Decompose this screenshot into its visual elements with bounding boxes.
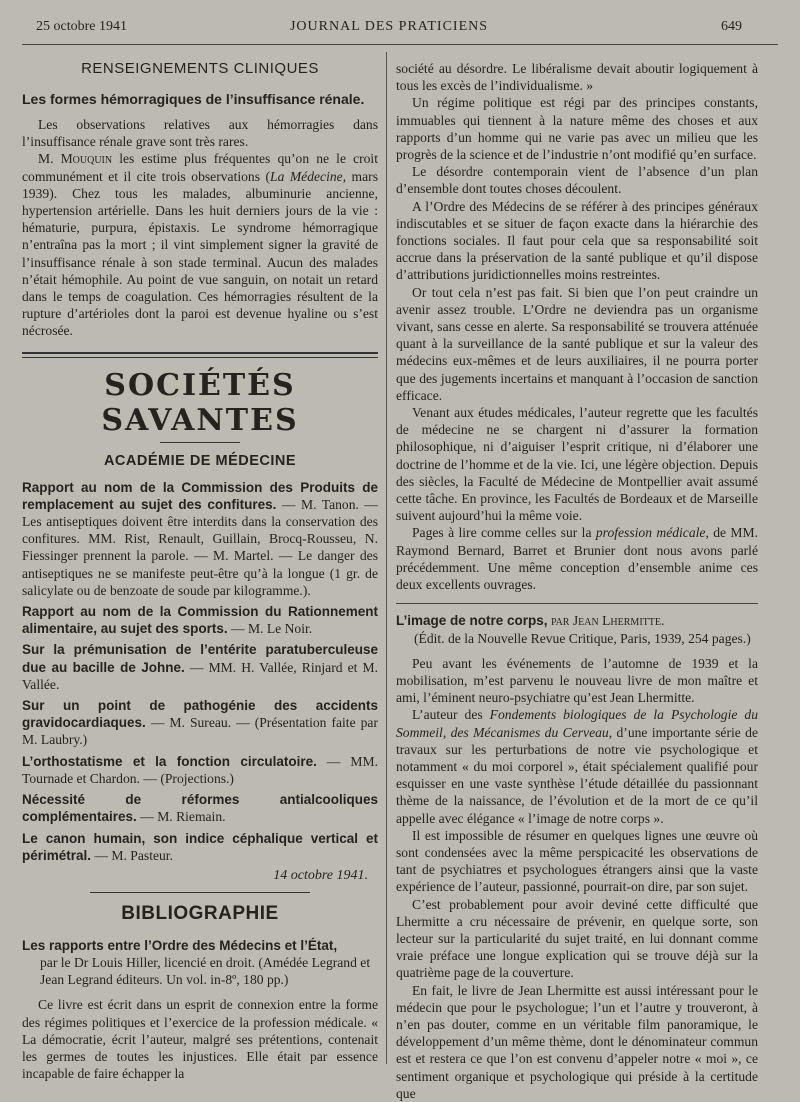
page-header xyxy=(36,19,742,41)
review-paragraph: Or tout cela n’est pas fait. Si bien que l’on peut craindre un avenir assez trouble. L’Ordre ne deviendra pas un organisme vivant, sans cesse en alerte. Sa responsabilité se trouvera atténuée quant à la surveillance de la santé publique et sur la valeur des médecins eux-mêmes et de leurs auxiliaires, il ne pourra porter que des jugements incertains et manquant à l’occasion de sanction efficace. xyxy=(396,284,758,403)
book-author: par Jean Lhermitte. xyxy=(547,613,665,629)
list-item: Le canon humain, son indice céphalique vertical et périmétral. — M. Pasteur. xyxy=(22,830,378,863)
list-item: Nécessité de réformes antialcooliques complémentaires. — M. Riemain. xyxy=(22,792,378,825)
review-paragraph: A l’Ordre des Médecins de se référer à des principes généraux indiscutables et se situer de façon exacte dans la hiérarchie des fonctions sociales. Il faut pour cela que sa responsabilité soit accrue dans la préservation de la santé publique et qu’il dispose d’attributions juridictionnelles moins restreintes. xyxy=(396,198,758,283)
review-paragraph: Ce livre est écrit dans un esprit de connexion entre la forme des régimes politiques et l’exercice de la profession médicale. « La démocratie, écrit l’auteur, malgré ses prétentions, contenait les germes de toutes les injustices. Elle était par essence incapable de faire échapper la xyxy=(22,997,378,1082)
review-divider xyxy=(396,603,758,604)
article-paragraph: M. Mouquin les estime plus fréquentes qu’on ne le croit communément et il cite trois observations (La Médecine, mars 1939). Chez tous les malades, albuminurie ancienne, hypertension artérielle. Dans les huit derniers jours de la vie : hématurie, purpura, épistaxis. Le syndrome hémorragique n’entraîna pas la mort ; il vint simplement signer la gravité de l’insuffisance rénale à son stade terminal. Aucun des malades n’était hémophile. Au point de vue sanguin, on notait un retard dans le temps de coagulation. Ces hémorragies résultent de la rupture d’artérioles dont la paroi est devenue hyaline ou s’est nécrosée. xyxy=(22,151,378,339)
column-divider xyxy=(386,52,387,1064)
journal-title: JOURNAL DES PRATICIENS xyxy=(289,19,489,34)
academie-entries xyxy=(22,479,378,864)
article-title: Les formes hémorragiques de l’insuffisance rénale. xyxy=(22,91,365,107)
list-item: Rapport au nom de la Commission des Produits de remplacement au sujet des confitures. — M. Tanon. — Les antiseptiques doivent être interdits dans la conservation des confitures. MM. Rist, Renault, Guillain, Brocq-Rousseu, N. Fiessinger prennent la parole. — M. Martel. — Le danger des antiseptiques ne se manifeste peut-être qu’à la longue (1 gr. de salicylate ou de benzoate de soude par kilogramme.). xyxy=(22,479,378,598)
page-number: 649 xyxy=(721,19,742,34)
source-title: La Médecine xyxy=(270,168,343,184)
section-divider xyxy=(22,352,378,358)
review-paragraph: Peu avant les événements de l’automne de 1939 et la mobilisation, m’est parvenu le nouveau livre de mon maître et ami, l’éminent neuro-psychiatre qu’est Jean Lhermitte. xyxy=(396,655,758,706)
list-item: Rapport au nom de la Commission du Rationnement alimentaire, au sujet des sports. — M. Le Noir. xyxy=(22,604,378,637)
session-date: 14 octobre 1941. xyxy=(273,867,368,883)
book-reference: (Édit. de la Nouvelle Revue Critique, Paris, 1939, 254 pages.) xyxy=(414,630,751,646)
academie-heading: ACADÉMIE DE MÉDECINE xyxy=(103,452,297,469)
article-paragraph: Les observations relatives aux hémorragies dans l’insuffisance rénale grave sont très rares. xyxy=(22,117,378,150)
review-paragraph: Le désordre contemporain vient de l’absence d’un plan d’ensemble dont toutes choses découlent. xyxy=(396,164,758,197)
header-rule xyxy=(22,44,778,45)
right-column xyxy=(396,60,758,1102)
list-item: Sur la prémunisation de l’entérite paratuberculeuse due au bacille de Johne. — MM. H. Vallée, Rinjard et M. Vallée. xyxy=(22,642,378,692)
societes-savantes-heading: SOCIÉTÉS SAVANTES xyxy=(101,367,299,438)
book-title: Les rapports entre l’Ordre des Médecins et l’État, xyxy=(22,937,338,953)
section-heading-renseignements: RENSEIGNEMENTS CLINIQUES xyxy=(81,60,319,77)
review-paragraph: Il est impossible de résumer en quelques lignes une œuvre où sont condensées avec la même perspicacité les observations de tant de psychiatres et psychologues étrangers ainsi que la vaste expérience de l’auteur, passionné, pourrait-on dire, par son sujet. xyxy=(396,827,758,895)
bibliographie-heading: BIBLIOGRAPHIE xyxy=(121,902,279,924)
header-date: 25 octobre 1941 xyxy=(36,19,127,34)
review-paragraph: C’est probablement pour avoir deviné cette difficulté que Lhermitte a cru nécessaire de prévenir, en quelque sorte, son lecteur sur la particularité du sujet traité, en lui donnant comme vraie préface une longue explication qui se trouve déjà sur la quatrième page de la couverture. xyxy=(396,896,758,981)
list-item: L’orthostatisme et la fonction circulatoire. — MM. Tournade et Chardon. — (Projections.) xyxy=(22,753,378,786)
review-paragraph: Un régime politique est régi par des principes constants, immuables qui tiennent à la nature même des choses et aux rapports d’un homme qui ne varie pas avec un milieu que les progrès de la science et de l’industrie n’ont modifié qu’en surface. xyxy=(396,95,758,163)
section-rule xyxy=(90,892,310,893)
review-paragraph: L’auteur des Fondements biologiques de la Psychologie du Sommeil, des Mécanismes du Cerveau, d’une importante série de travaux sur les perturbations de notre vie psychologique et notamment « du moi corporel », était spécialement qualifié pour esquisser en une vaste synthèse l’étude détaillée du passionnant thème de la naissance, de l’évolution et de la mort de ce qu’il appelle avec élégance « l’image de notre corps ». xyxy=(396,707,758,826)
author-name: M. Mouquin xyxy=(38,151,113,167)
book-reference: par le Dr Louis Hiller, licencié en droit. (Amédée Legrand et Jean Legrand éditeurs. Un vol. in-8º, 180 pp.) xyxy=(40,954,371,988)
review-paragraph: Pages à lire comme celles sur la profession médicale, de MM. Raymond Bernard, Barret et Brunier dont nous avons parlé précédemment. Une même conception d’ensemble anime ces deux excellents ouvrages. xyxy=(396,525,758,593)
review-paragraph: En fait, le livre de Jean Lhermitte est aussi intéressant pour le médecin que pour le psychologue; l’un et l’autre y trouveront, à n’en pas douter, comme en un véritable film panoramique, le développement d’un même thème, dont le dénominateur commun est et restera ce que l’on est convenu d’appeler notre « moi », ce sentiment organique et psychologique qui préside à la certitude que xyxy=(396,982,758,1101)
heading-rule xyxy=(160,442,240,443)
left-column xyxy=(22,60,378,1082)
book-title: L’image de notre corps, xyxy=(396,613,548,629)
review-paragraph: société au désordre. Le libéralisme devait aboutir logiquement à tous les excès de l’individualisme. » xyxy=(396,61,758,94)
book-heading xyxy=(396,612,758,629)
list-item: Sur un point de pathogénie des accidents gravidocardiaques. — M. Sureau. — (Présentation faite par M. Laubry.) xyxy=(22,698,378,748)
review-paragraph: Venant aux études médicales, l’auteur regrette que les facultés de médecine ne se chargent ni d’assurer la formation philosophique, ni d’aiguiser l’esprit critique, ni d’élaborer une doctrine de l’homme et de la vie. Ici, une légère objection. Depuis des siècles, la Faculté de Médecine de Montpellier avait assumé cette tâche. En province, les Facultés de Bordeaux et de Marseille suivent aujourd’hui la même voie. xyxy=(396,405,758,524)
